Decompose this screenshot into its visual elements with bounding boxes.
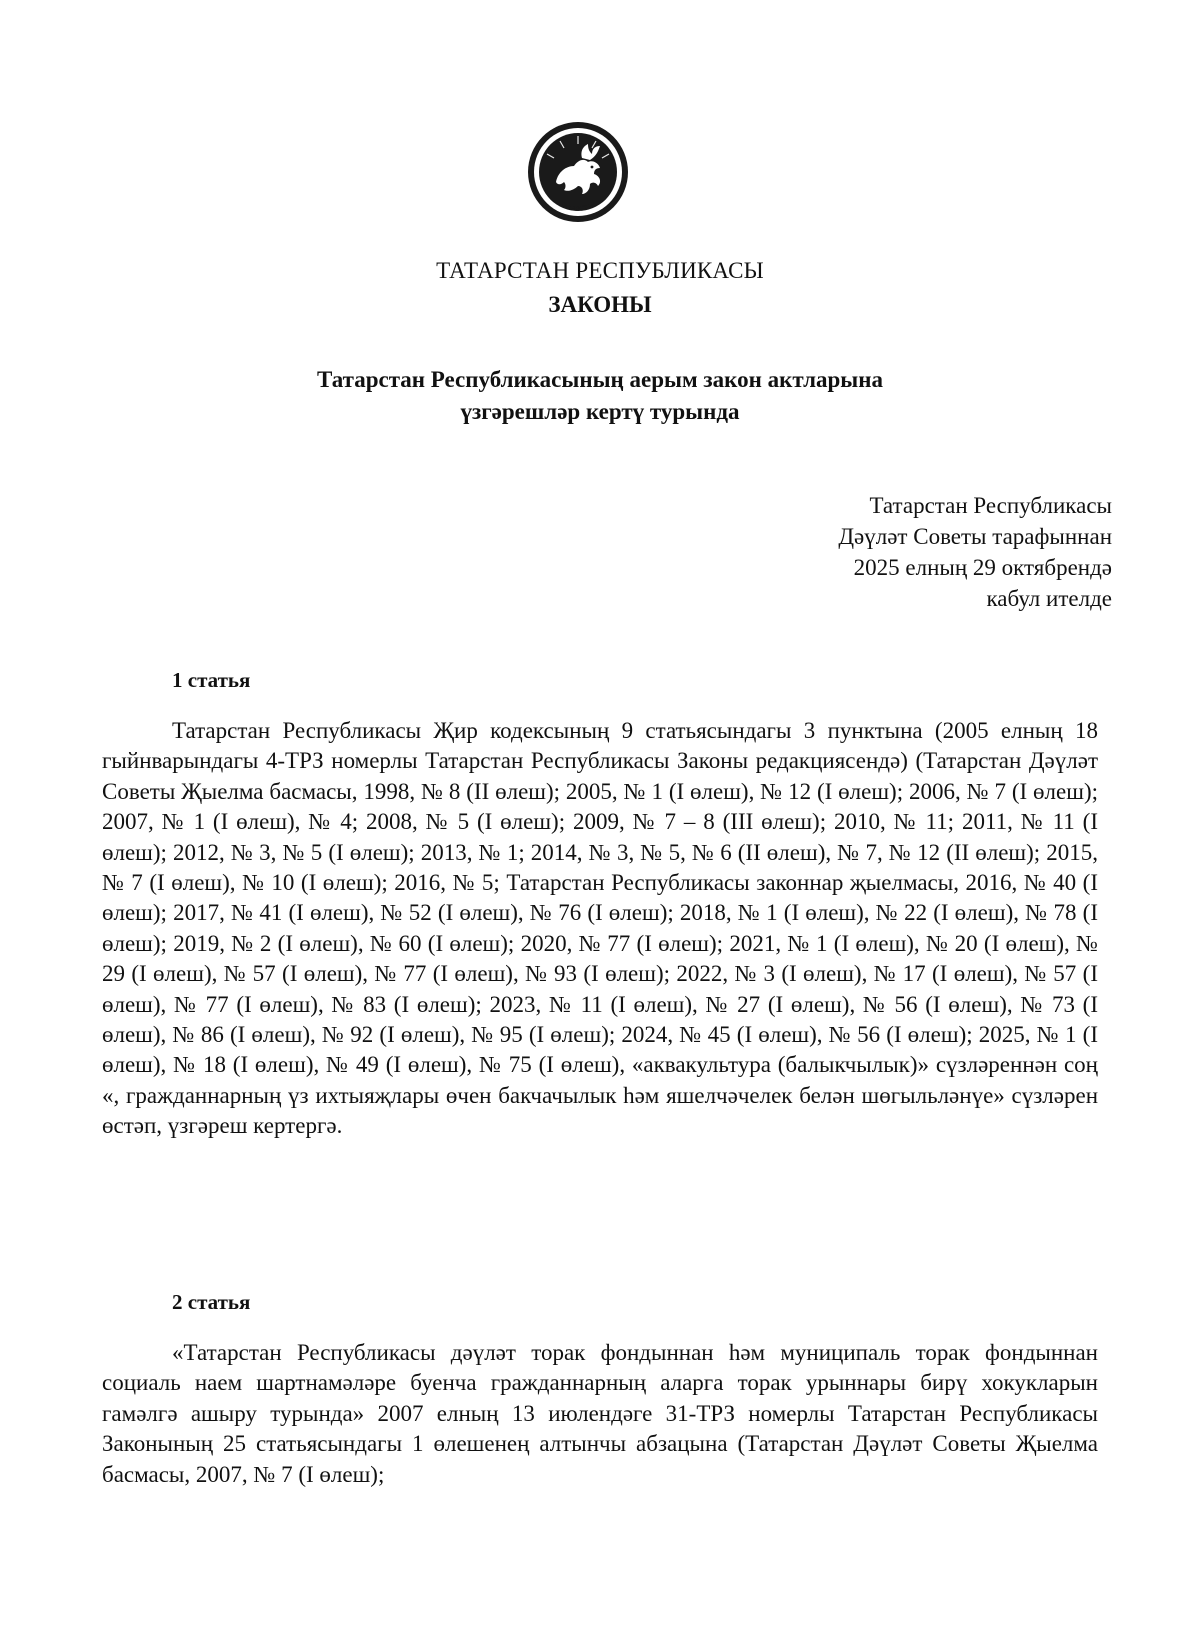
article-1-heading: 1 статья — [172, 668, 251, 692]
adoption-line-1: Татарстан Республикасы — [869, 493, 1112, 518]
adoption-line-3: 2025 елның 29 октябрендә — [853, 555, 1112, 580]
adoption-line-2: Дәүләт Советы тарафыннан — [838, 524, 1112, 549]
law-heading: ЗАКОНЫ — [548, 292, 652, 317]
emblem-text: ТАТАРСТАН — [558, 200, 598, 213]
article-2-text: «Татарстан Республикасы дәүләт торак фондыннан һәм муниципаль торак фондыннан социаль наем шартнамәләре буенча гражданнарның аларга торак урыннары бирү хокукларын гамәлгә ашыру турында» 2007 елның 13 июлендәге 31-ТРЗ номерлы Татарстан Республикасы Законының 25 статьясындагы 1 өлешенең алтынчы абзацына (Татарстан Дәүләт Советы Җыелма басмасы, 2007, № 7 (I өлеш); — [102, 1340, 1098, 1487]
republic-heading: ТАТАРСТАН РЕСПУБЛИКАСЫ — [436, 258, 764, 283]
adoption-note — [838, 490, 1112, 614]
law-title-line-2: үзгәрешләр кертү турында — [460, 399, 740, 424]
article-1-text: Татарстан Республикасы Җир кодексының 9 статьясындагы 3 пунктына (2005 елның 18 гыйнварындагы 4-ТРЗ номерлы Татарстан Республикасы Законы редакциясендә) (Татарстан Дәүләт Советы Җыелма басмасы, 1998, № 8 (II өлеш); 2005, № 1 (I өлеш), № 12 (I өлеш); 2006, № 7 (I өлеш); 2007, № 1 (I өлеш), № 4; 2008, № 5 (I өлеш); 2009, № 7 – 8 (III өлеш); 2010, № 11; 2011, № 11 (I өлеш); 2012, № 3, № 5 (I өлеш); 2013, № 1; 2014, № 3, № 5, № 6 (II өлеш), № 7, № 12 (II өлеш); 2015, № 7 (I өлеш), № 10 (I өлеш); 2016, № 5; Татарстан Республикасы законнар җыелмасы, 2016, № 40 (I өлеш); 2017, № 41 (I өлеш), № 52 (I өлеш), № 76 (I өлеш); 2018, № 1 (I өлеш), № 22 (I өлеш), № 78 (I өлеш); 2019, № 2 (I өлеш), № 60 (I өлеш); 2020, № 77 (I өлеш); 2021, № 1 (I өлеш), № 20 (I өлеш), № 29 (I өлеш), № 57 (I өлеш), № 77 (I өлеш), № 93 (I өлеш); 2022, № 3 (I өлеш), № 17 (I өлеш), № 57 (I өлеш), № 77 (I өлеш), № 83 (I өлеш); 2023, № 11 (I өлеш), № 27 (I өлеш), № 56 (I өлеш), № 73 (I өлеш), № 86 (I өлеш), № 92 (I өлеш), № 95 (I өлеш); 2024, № 45 (I өлеш), № 56 (I өлеш); 2025, № 1 (I өлеш), № 18 (I өлеш), № 49 (I өлеш), № 75 (I өлеш), «аквакультура (балыкчылык)» сүзләреннән соң «, гражданнарның үз ихтыяҗлары өчен бакчачылык һәм яшелчәчелек белән шөгыльләнүе» сүзләрен өстәп, үзгәреш кертергә. — [102, 718, 1098, 1139]
tatarstan-coat-of-arms-icon — [526, 120, 630, 224]
article-2-heading: 2 статья — [172, 1290, 251, 1314]
law-title-line-1: Татарстан Республикасының аерым закон актларына — [316, 367, 884, 392]
adoption-line-4: кабул ителде — [986, 586, 1112, 611]
law-title — [0, 364, 1200, 428]
